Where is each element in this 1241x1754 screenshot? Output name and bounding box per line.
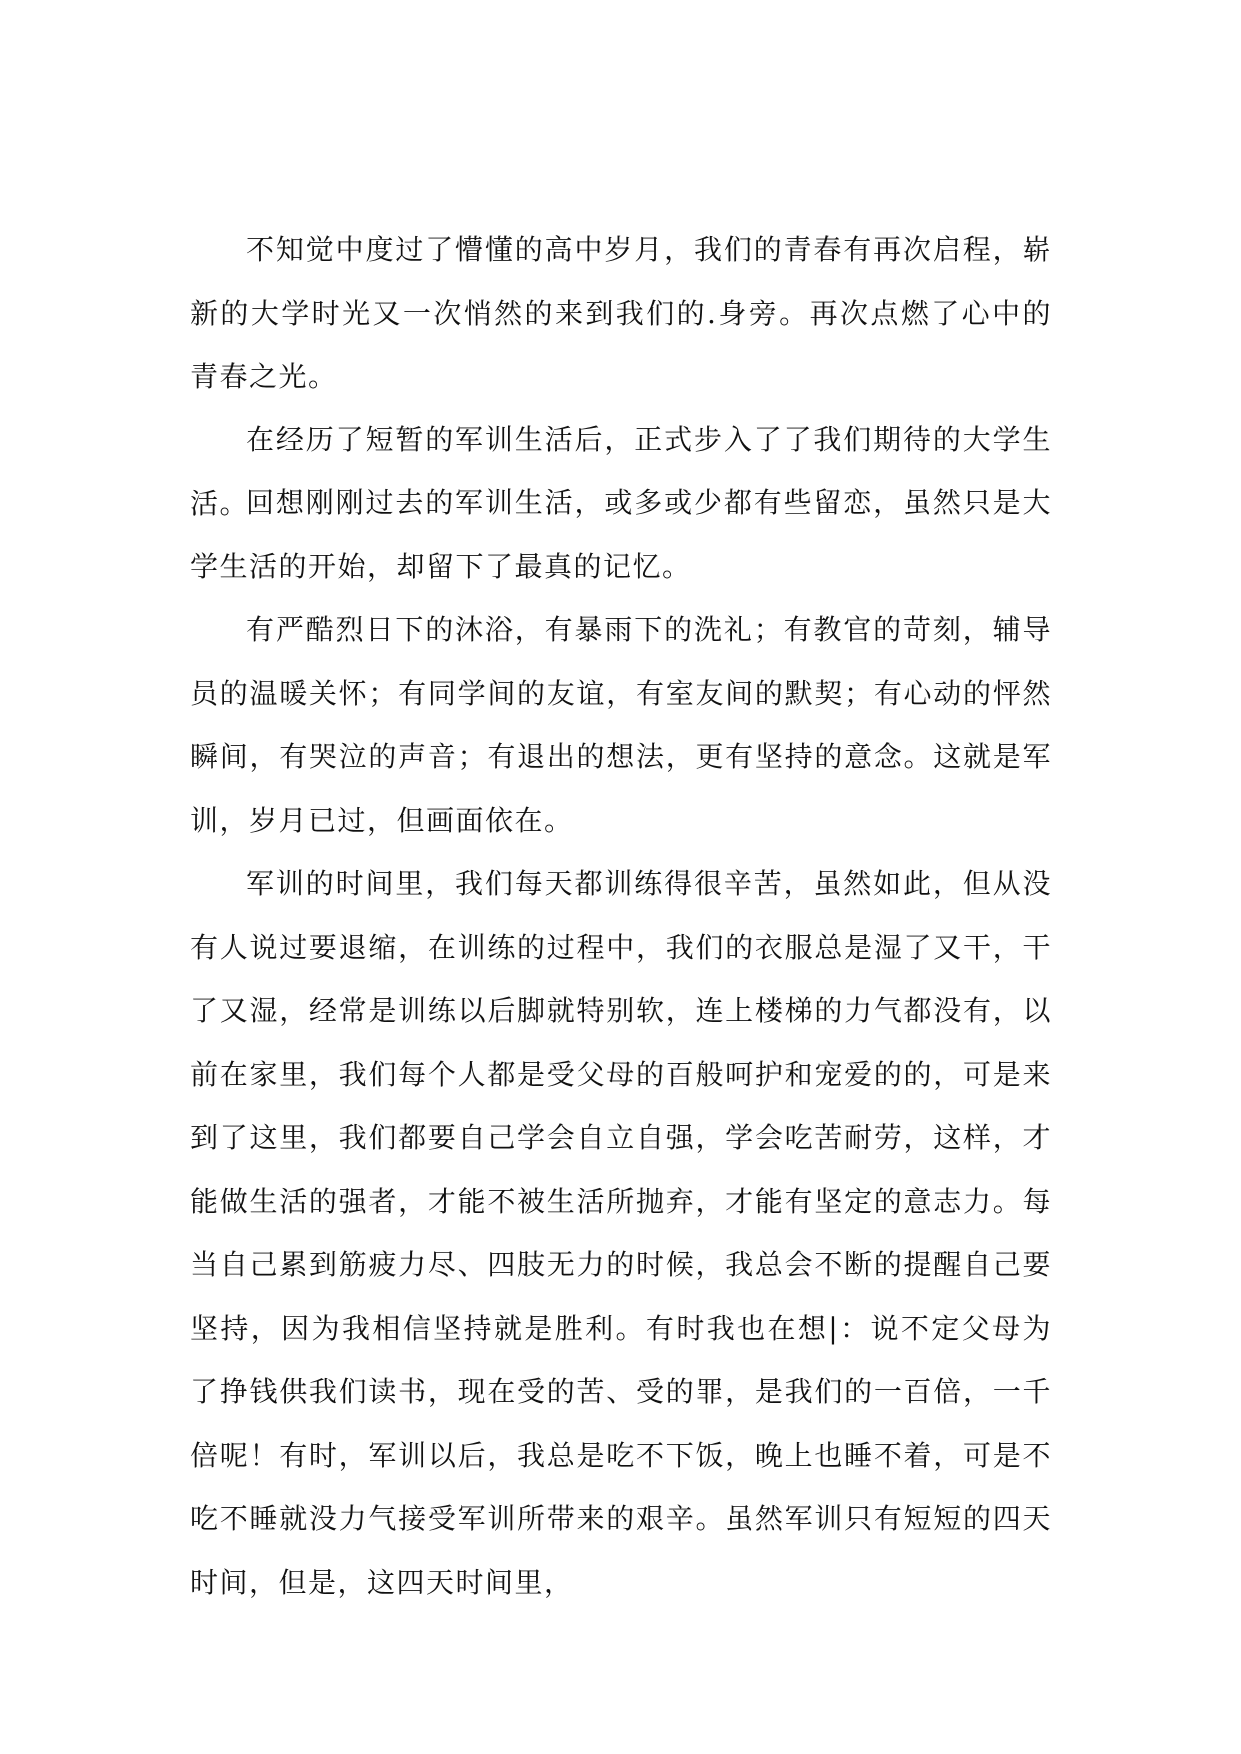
paragraph: 军训的时间里，我们每天都训练得很辛苦，虽然如此，但从没有人说过要退缩，在训练的过程中，我们的衣服总是湿了又干，干了又湿，经常是训练以后脚就特别软，连上楼梯的力气都没有，以前在家里，我们每个人都是受父母的百般呵护和宠爱的的，可是来到了这里，我们都要自己学会自立自强，学会吃苦耐劳，这样，才能做生活的强者，才能不被生活所抛弃，才能有坚定的意志力。每当自己累到筋疲力尽、四肢无力的时候，我总会不断的提醒自己要坚持，因为我相信坚持就是胜利。有时我也在想|：说不定父母为了挣钱供我们读书，现在受的苦、受的罪，是我们的一百倍，一千倍呢！有时，军训以后，我总是吃不下饭，晚上也睡不着，可是不吃不睡就没力气接受军训所带来的艰辛。虽然军训只有短短的四天时间，但是，这四天时间里， [190, 867, 1052, 1599]
paragraph: 在经历了短暂的军训生活后，正式步入了了我们期待的大学生活。 [190, 423, 1052, 520]
paragraph: 不知觉中度过了懵懂的高中岁月，我们的青春有再次启程，崭新的大学时光又一次悄然的来到我们的.身旁。再次点燃了心中的青春之光。 [190, 233, 1052, 393]
paragraph: 回想刚刚过去的军训生活，或多或少都有些留恋，虽然只是大学生活的开始，却留下了最真的记忆。 [190, 486, 1052, 583]
paragraph: 有严酷烈日下的沐浴，有暴雨下的洗礼；有教官的苛刻，辅导员的温暖关怀；有同学间的友谊，有室友间的默契；有心动的怦然瞬间，有哭泣的声音；有退出的想法，更有坚持的意念。这就是军训，岁月已过，但画面依在。 [190, 613, 1052, 837]
